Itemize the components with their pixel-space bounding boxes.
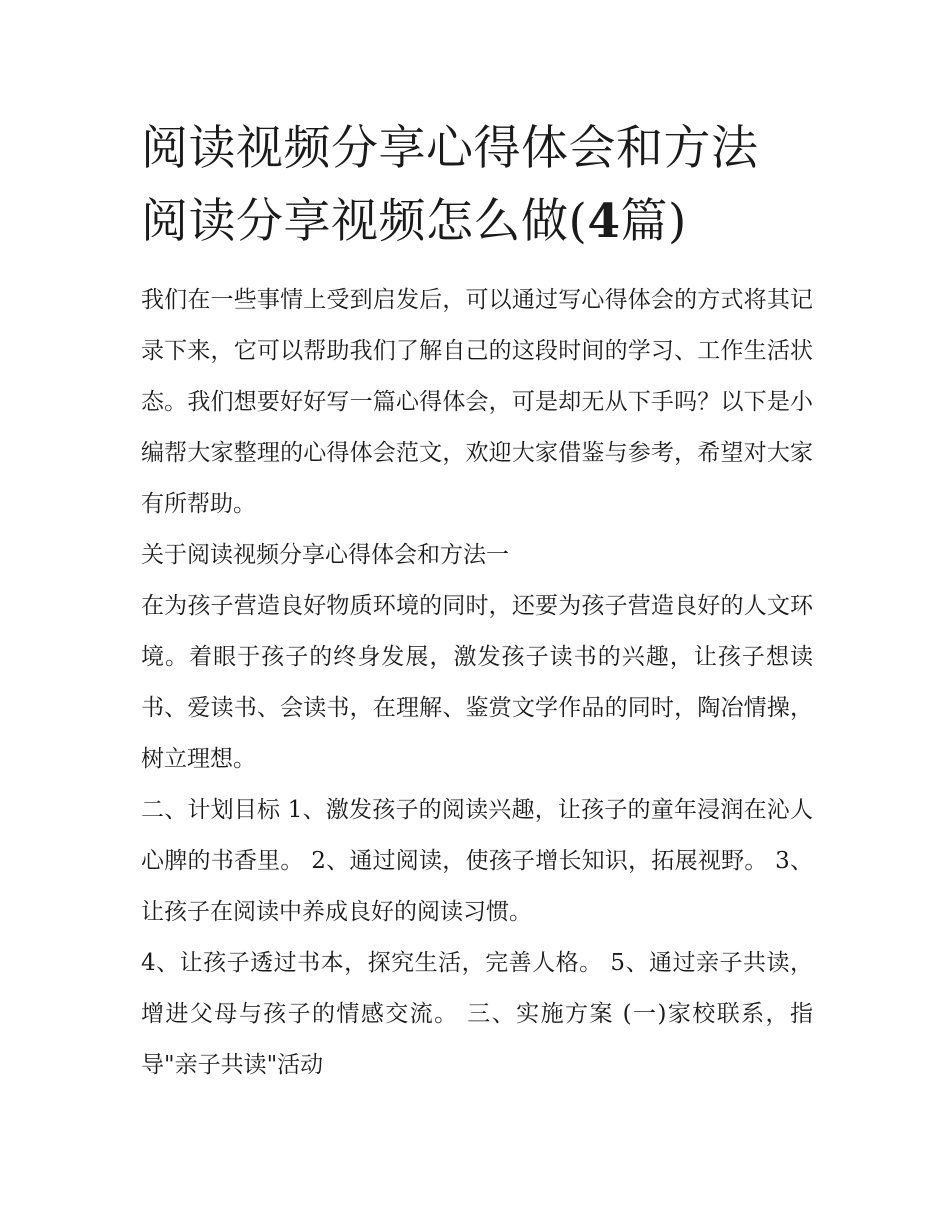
- body-paragraph-3: 4、让孩子透过书本，探究生活，完善人格。 5、通过亲子共读，增进父母与孩子的情感交流。 三、实施方案 (一)家校联系，指导"亲子共读"活动: [141, 950, 813, 1078]
- document-title: [141, 112, 813, 258]
- title-line-2-prefix: 阅读分享视频怎么做(: [141, 194, 588, 249]
- title-line-1: 阅读视频分享心得体会和方法: [141, 121, 759, 176]
- section-heading: 关于阅读视频分享心得体会和方法一: [141, 542, 509, 568]
- body-paragraph-2: 二、计划目标 1、激发孩子的阅读兴趣，让孩子的童年浸润在沁人心脾的书香里。 2、通过阅读，使孩子增长知识，拓展视野。 3、让孩子在阅读中养成良好的阅读习惯。: [141, 797, 813, 925]
- title-line-2-suffix: 篇): [620, 194, 687, 249]
- intro-paragraph: 我们在一些事情上受到启发后，可以通过写心得体会的方式将其记录下来，它可以帮助我们了解自己的这段时间的学习、工作生活状态。我们想要好好写一篇心得体会，可是却无从下手吗？以下是小编帮大家整理的心得体会范文，欢迎大家借鉴与参考，希望对大家有所帮助。: [141, 287, 813, 517]
- title-line-2-number: 4: [587, 194, 621, 249]
- document-page: [141, 112, 813, 1091]
- body-paragraph-1: 在为孩子营造良好物质环境的同时，还要为孩子营造良好的人文环境。着眼于孩子的终身发展，激发孩子读书的兴趣，让孩子想读书、爱读书、会读书，在理解、鉴赏文学作品的同时，陶冶情操，树立理想。: [141, 593, 813, 772]
